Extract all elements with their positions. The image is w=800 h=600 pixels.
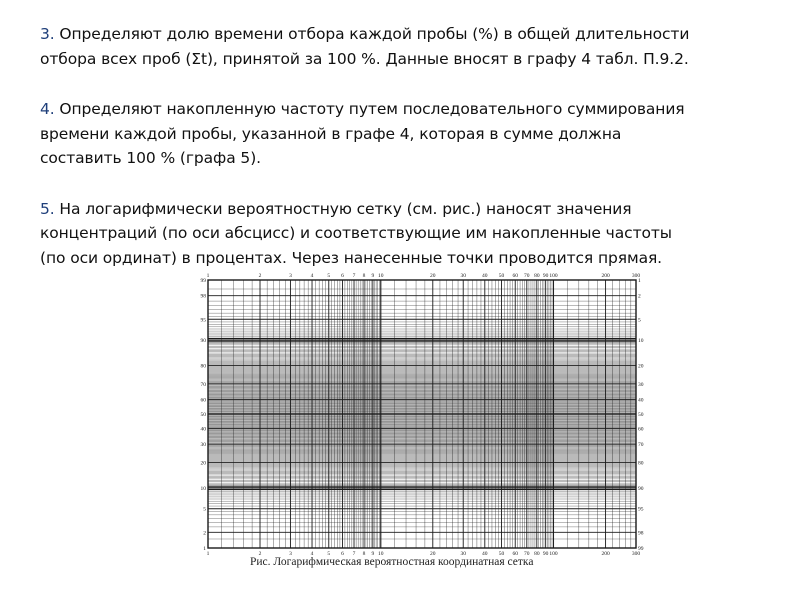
y-tick-label-left: 30	[200, 442, 206, 449]
y-tick-label-left: 40	[200, 426, 206, 433]
paragraph-line: 5. На логарифмически вероятностную сетку (см. рис.) наносят значения	[40, 199, 632, 218]
x-tick-label-bottom: 7	[352, 551, 356, 557]
x-tick-label-bottom: 5	[327, 551, 331, 557]
x-tick-label-bottom: 200	[601, 551, 610, 557]
y-tick-label-right: 90	[638, 485, 644, 492]
paragraph-step-4	[40, 97, 770, 171]
y-tick-label-right: 50	[638, 412, 644, 418]
x-tick-label-top: 70	[524, 273, 530, 279]
y-tick-label-left: 70	[200, 381, 206, 388]
x-tick-label-top: 80	[534, 273, 540, 279]
x-tick-label-bottom: 60	[512, 551, 518, 557]
x-tick-label-bottom: 1	[206, 551, 210, 557]
paragraph-step-3	[40, 22, 770, 71]
text-block	[40, 22, 770, 296]
y-tick-label-left: 50	[200, 412, 206, 418]
paragraph-number: 4.	[40, 100, 55, 118]
x-tick-label-top: 100	[549, 273, 558, 279]
log-probability-grid	[196, 270, 650, 560]
x-tick-label-bottom: 4	[310, 551, 314, 557]
y-tick-label-right: 99	[638, 546, 644, 552]
x-tick-label-bottom: 10	[378, 551, 384, 557]
y-tick-label-left: 60	[200, 397, 206, 404]
y-tick-label-left: 5	[203, 506, 206, 513]
paragraph-line: 4. Определяют накопленную частоту путем последовательного суммирования	[40, 100, 685, 118]
y-tick-label-right: 95	[638, 506, 644, 513]
x-tick-label-top: 2	[258, 273, 262, 279]
x-tick-label-bottom: 100	[549, 551, 558, 557]
x-tick-label-bottom: 30	[460, 551, 466, 557]
x-tick-label-bottom: 90	[542, 551, 549, 557]
x-tick-label-top: 7	[352, 273, 356, 279]
x-tick-label-top: 30	[460, 273, 466, 279]
x-tick-label-top: 200	[601, 273, 610, 279]
y-tick-label-right: 80	[638, 460, 644, 467]
x-tick-label-top: 1	[206, 273, 210, 279]
y-tick-label-right: 10	[638, 338, 644, 345]
x-tick-label-bottom: 300	[631, 551, 641, 557]
figure-caption: Рис. Логарифмическая вероятностная координатная сетка	[250, 556, 534, 568]
y-tick-label-right: 40	[638, 397, 644, 404]
y-tick-label-right: 98	[638, 530, 644, 537]
y-tick-label-right: 70	[638, 442, 644, 449]
paragraph-number: 5.	[40, 199, 55, 218]
y-tick-label-left: 90	[200, 338, 206, 345]
x-tick-label-bottom: 2	[258, 551, 262, 557]
y-tick-label-left: 1	[203, 546, 206, 552]
paragraph-line: 3. Определяют долю времени отбора каждой пробы (%) в общей длительности	[40, 25, 690, 43]
paragraph-line: составить 100 % (графа 5).	[40, 149, 261, 167]
paragraph-line: концентраций (по оси абсцисс) и соответствующие им накопленные частоты	[40, 224, 672, 242]
log-probability-grid-svg	[196, 270, 650, 560]
x-tick-label-top: 50	[498, 273, 505, 279]
paragraph-line: (по оси ординат) в процентах. Через нанесенные точки проводится прямая.	[40, 248, 663, 267]
x-tick-label-top: 9	[371, 273, 375, 279]
x-tick-label-bottom: 3	[289, 551, 292, 557]
x-tick-label-top: 5	[327, 273, 331, 279]
y-tick-label-right: 2	[638, 293, 641, 300]
x-tick-label-bottom: 70	[524, 551, 530, 557]
x-tick-label-top: 10	[378, 273, 384, 279]
paragraph-step-5	[40, 197, 770, 271]
x-tick-label-top: 60	[512, 273, 518, 279]
y-tick-label-left: 99	[200, 278, 206, 284]
y-tick-label-left: 20	[200, 460, 206, 467]
y-tick-label-left: 95	[200, 317, 206, 324]
x-tick-label-bottom: 40	[482, 551, 488, 557]
y-tick-label-right: 20	[638, 363, 644, 370]
y-tick-label-right: 60	[638, 426, 644, 433]
x-tick-label-top: 4	[310, 273, 314, 279]
x-tick-label-top: 300	[631, 273, 641, 279]
x-tick-label-bottom: 6	[341, 551, 344, 557]
x-tick-label-top: 20	[430, 273, 436, 279]
x-tick-label-bottom: 20	[430, 551, 436, 557]
paragraph-line: отбора всех проб (Σt), принятой за 100 %. Данные вносят в графу 4 табл. П.9.2.	[40, 49, 689, 68]
y-tick-label-right: 1	[638, 278, 641, 284]
paragraph-number: 3.	[40, 25, 55, 43]
x-tick-label-bottom: 9	[371, 551, 375, 557]
y-tick-label-left: 10	[200, 485, 206, 492]
x-tick-label-top: 40	[482, 273, 488, 279]
x-tick-label-top: 8	[362, 273, 366, 279]
paragraph-line: времени каждой пробы, указанной в графе 4, которая в сумме должна	[40, 124, 622, 143]
x-tick-label-bottom: 8	[362, 551, 366, 557]
y-tick-label-left: 2	[203, 530, 206, 537]
y-tick-label-right: 5	[638, 317, 641, 324]
x-tick-label-top: 3	[289, 273, 292, 279]
x-tick-label-top: 90	[542, 273, 549, 279]
x-tick-label-top: 6	[341, 273, 344, 279]
y-tick-label-left: 98	[200, 293, 206, 300]
y-tick-label-left: 80	[200, 363, 206, 370]
x-tick-label-bottom: 50	[498, 551, 505, 557]
y-tick-label-right: 30	[638, 381, 644, 388]
x-tick-label-bottom: 80	[534, 551, 540, 557]
